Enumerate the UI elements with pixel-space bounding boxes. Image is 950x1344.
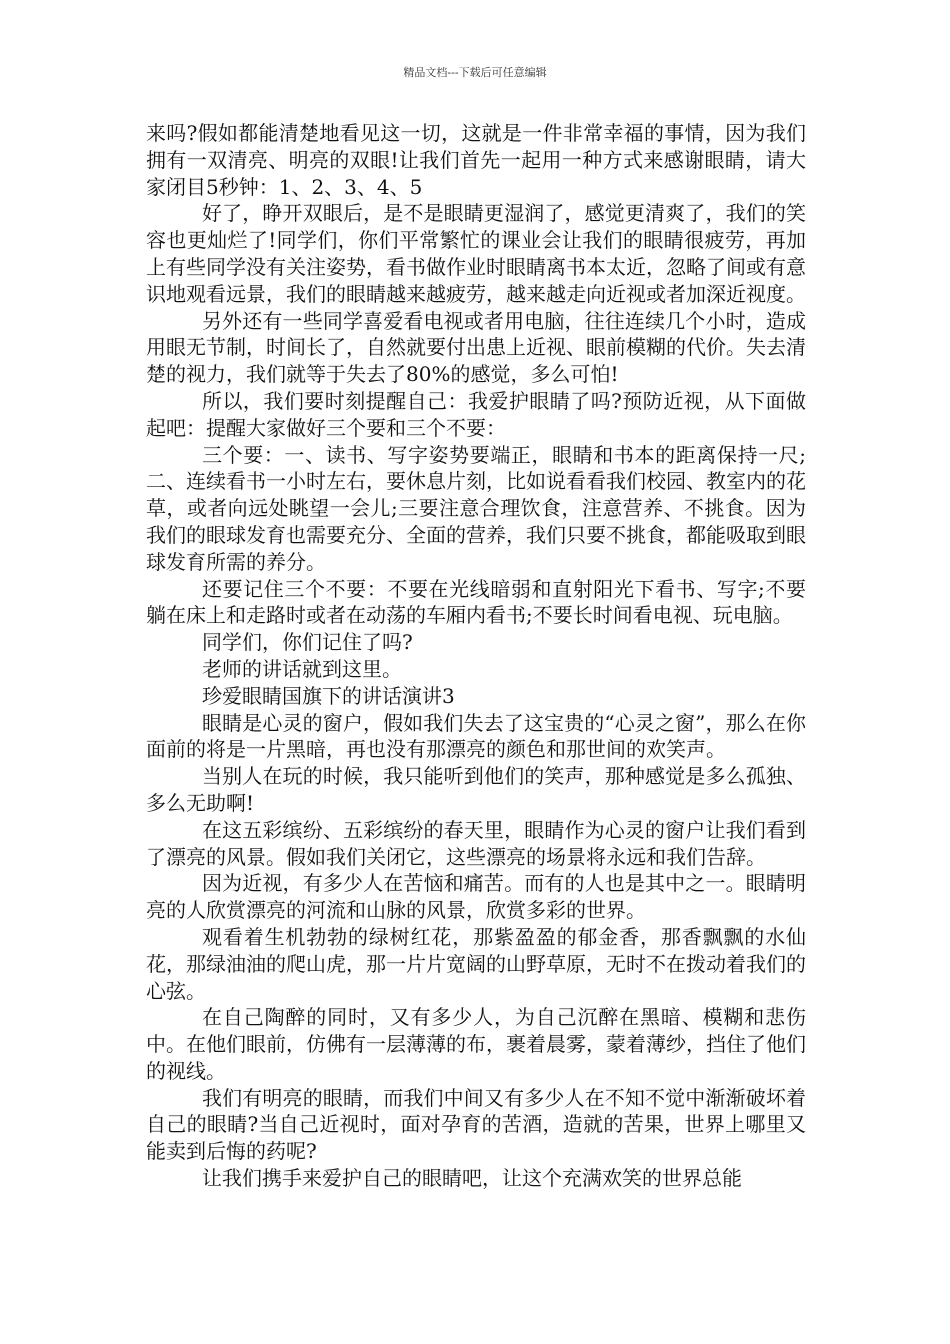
paragraph: 同学们，你们记住了吗? (202, 630, 413, 655)
body-text (146, 120, 806, 1192)
paragraph: 老师的讲话就到这里。 (202, 656, 402, 681)
paragraph: 眼睛是心灵的窗户，假如我们失去了这宝贵的“心灵之窗”，那么在你面前的将是一片黑暗，再也没有那漂亮的颜色和那世间的欢笑声。 (146, 710, 806, 762)
paragraph-continued: 来吗?假如都能清楚地看见这一切，这就是一件非常幸福的事情，因为我们拥有一双清亮、明亮的双眼!让我们首先一起用一种方式来感谢眼睛，请大家闭目5秒钟：1、2、3、4、5 (146, 121, 806, 199)
paragraph: 在自己陶醉的同时，又有多少人，为自己沉醉在黑暗、模糊和悲伤中。在他们眼前，仿佛有一层薄薄的布，裹着晨雾，蒙着薄纱，挡住了他们的视线。 (146, 1005, 806, 1083)
paragraph: 还要记住三个不要：不要在光线暗弱和直射阳光下看书、写字;不要躺在床上和走路时或者在动荡的车厢内看书;不要长时间看电视、玩电脑。 (146, 576, 806, 628)
paragraph: 因为近视，有多少人在苦恼和痛苦。而有的人也是其中之一。眼睛明亮的人欣赏漂亮的河流和山脉的风景，欣赏多彩的世界。 (146, 871, 806, 923)
section-title: 珍爱眼睛国旗下的讲话演讲3 (202, 683, 455, 708)
paragraph: 三个要：一、读书、写字姿势要端正，眼睛和书本的距离保持一尺;二、连续看书一小时左右，要休息片刻，比如说看看我们校园、教室内的花草，或者向远处眺望一会儿;三要注意合理饮食，注意营养、不挑食。因为我们的眼球发育也需要充分、全面的营养，我们只要不挑食，都能吸取到眼球发育所需的养分。 (146, 442, 806, 574)
paragraph: 观看着生机勃勃的绿树红花，那紫盈盈的郁金香，那香飘飘的水仙花，那绿油油的爬山虎，那一片片宽阔的山野草原，无时不在拨动着我们的心弦。 (146, 924, 806, 1003)
page-header: 精品文档---下载后可任意编辑 (403, 66, 547, 79)
paragraph: 另外还有一些同学喜爱看电视或者用电脑，往往连续几个小时，造成用眼无节制，时间长了，自然就要付出患上近视、眼前模糊的代价。失去清楚的视力，我们就等于失去了80%的感觉，多么可怕! (146, 308, 806, 387)
paragraph: 我们有明亮的眼睛，而我们中间又有多少人在不知不觉中渐渐破坏着自己的眼睛?当自己近视时，面对孕育的苦酒，造就的苦果，世界上哪里又能卖到后悔的药呢? (146, 1085, 806, 1164)
paragraph: 好了，睁开双眼后，是不是眼睛更湿润了，感觉更清爽了，我们的笑容也更灿烂了!同学们，你们平常繁忙的课业会让我们的眼睛很疲劳，再加上有些同学没有关注姿势，看书做作业时眼睛离书本太近，忽略了间或有意识地观看远景，我们的眼睛越来越疲劳，越来越走向近视或者加深近视度。 (146, 201, 806, 306)
paragraph: 所以，我们要时刻提醒自己：我爱护眼睛了吗?预防近视，从下面做起吧：提醒大家做好三个要和三个不要： (146, 388, 806, 440)
paragraph: 让我们携手来爱护自己的眼睛吧，让这个充满欢笑的世界总能 (202, 1166, 742, 1191)
paragraph: 在这五彩缤纷、五彩缤纷的春天里，眼睛作为心灵的窗户让我们看到了漂亮的风景。假如我们关闭它，这些漂亮的场景将永远和我们告辞。 (146, 817, 806, 869)
paragraph: 当别人在玩的时候，我只能听到他们的笑声，那种感觉是多么孤独、多么无助啊! (146, 764, 806, 815)
